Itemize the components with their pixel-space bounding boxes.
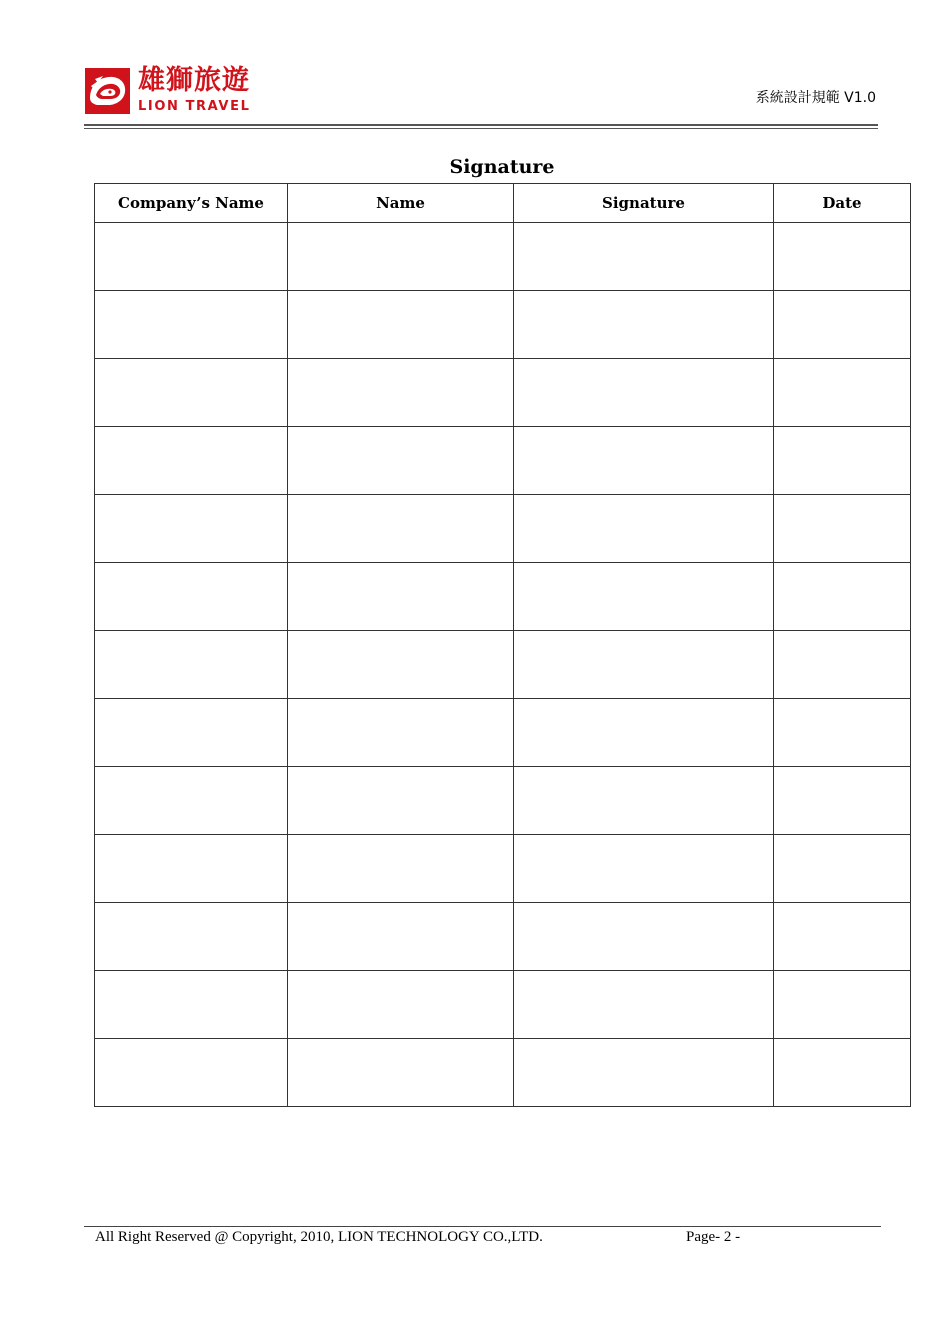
table-cell <box>774 631 911 699</box>
table-cell <box>288 495 514 563</box>
table-cell <box>95 971 288 1039</box>
table-cell <box>288 223 514 291</box>
table-cell <box>514 903 774 971</box>
column-header-signature: Signature <box>514 184 774 223</box>
table-cell <box>514 427 774 495</box>
table-cell <box>288 835 514 903</box>
table-cell <box>95 699 288 767</box>
lion-head-icon <box>85 68 130 114</box>
column-header-name: Name <box>288 184 514 223</box>
table-cell <box>774 835 911 903</box>
table-cell <box>95 495 288 563</box>
table-cell <box>774 495 911 563</box>
column-header-date: Date <box>774 184 911 223</box>
table-row <box>95 903 911 971</box>
table-cell <box>774 291 911 359</box>
table-row <box>95 223 911 291</box>
table-cell <box>514 767 774 835</box>
lion-travel-logo <box>84 66 264 116</box>
table-cell <box>514 495 774 563</box>
table-cell <box>95 631 288 699</box>
table-cell <box>774 699 911 767</box>
table-row <box>95 427 911 495</box>
table-cell <box>95 563 288 631</box>
table-cell <box>514 1039 774 1107</box>
table-cell <box>514 699 774 767</box>
table-cell <box>288 631 514 699</box>
table-cell <box>95 835 288 903</box>
header-divider-thin <box>84 128 878 129</box>
table-row <box>95 835 911 903</box>
table-cell <box>288 563 514 631</box>
table-cell <box>514 631 774 699</box>
table-row <box>95 631 911 699</box>
page-header <box>84 64 878 126</box>
table-cell <box>514 563 774 631</box>
table-cell <box>514 359 774 427</box>
table-cell <box>95 903 288 971</box>
page-title: Signature <box>449 156 555 178</box>
table-row <box>95 563 911 631</box>
logo-chinese-name: 雄獅旅遊 <box>138 65 250 96</box>
signature-table <box>94 183 911 1107</box>
table-cell <box>95 291 288 359</box>
table-cell <box>774 903 911 971</box>
table-cell <box>288 291 514 359</box>
table-cell <box>95 359 288 427</box>
footer-page-number: Page- 2 - <box>686 1229 741 1245</box>
table-cell <box>95 427 288 495</box>
table-row <box>95 1039 911 1107</box>
column-header-company: Company’s Name <box>95 184 288 223</box>
table-cell <box>774 971 911 1039</box>
table-cell <box>514 291 774 359</box>
table-row <box>95 359 911 427</box>
footer-copyright: All Right Reserved @ Copyright, 2010, LION TECHNOLOGY CO.,LTD. <box>95 1229 543 1245</box>
table-cell <box>288 767 514 835</box>
table-cell <box>288 699 514 767</box>
logo-english-name: LION TRAVEL <box>138 99 251 114</box>
table-cell <box>514 223 774 291</box>
table-cell <box>514 971 774 1039</box>
table-cell <box>95 767 288 835</box>
table-cell <box>774 359 911 427</box>
table-body <box>95 223 911 1107</box>
table-cell <box>288 427 514 495</box>
table-cell <box>774 767 911 835</box>
table-cell <box>288 971 514 1039</box>
header-divider <box>84 124 878 126</box>
table-cell <box>288 903 514 971</box>
table-cell <box>774 223 911 291</box>
table-row <box>95 699 911 767</box>
document-version: 系統設計規範 V1.0 <box>755 90 876 106</box>
table-row <box>95 291 911 359</box>
table-cell <box>288 359 514 427</box>
table-cell <box>95 1039 288 1107</box>
table-row <box>95 495 911 563</box>
table-cell <box>774 563 911 631</box>
table-header-row <box>95 184 911 223</box>
table-cell <box>514 835 774 903</box>
table-cell <box>288 1039 514 1107</box>
footer-divider <box>84 1226 881 1227</box>
table-row <box>95 971 911 1039</box>
table-row <box>95 767 911 835</box>
table-cell <box>95 223 288 291</box>
table-cell <box>774 1039 911 1107</box>
table-cell <box>774 427 911 495</box>
